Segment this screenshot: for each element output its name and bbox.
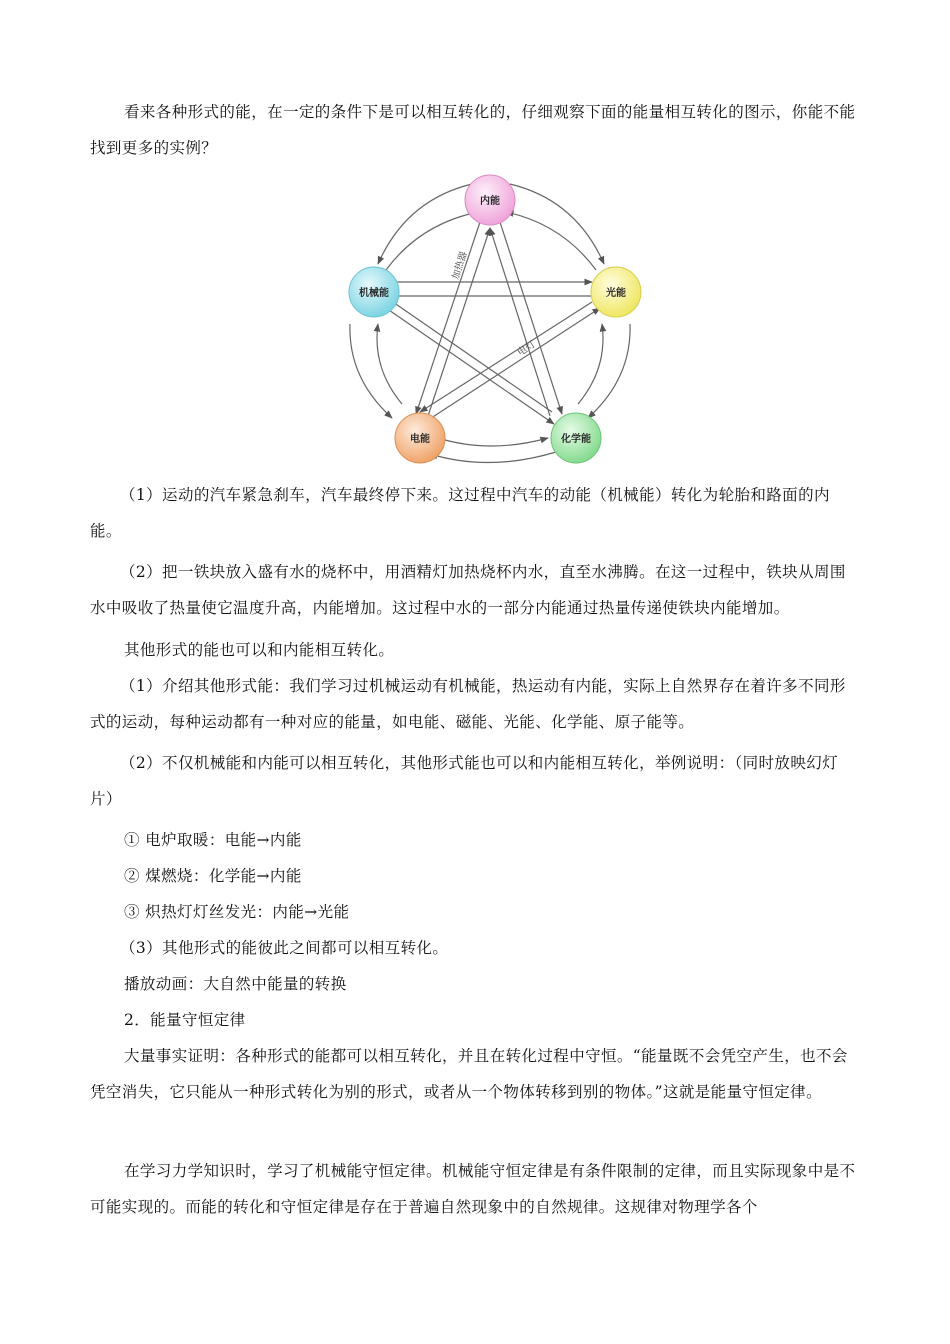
arrow-electric-to-chemical	[438, 438, 548, 446]
arrow-light-to-chemical	[588, 324, 630, 418]
energy-diagram-svg	[330, 172, 650, 472]
paragraph-7: 播放动画：大自然中能量的转换	[124, 975, 347, 993]
list-item-2: ② 煤燃烧：化学能→内能	[124, 867, 302, 885]
paragraph-3: 其他形式的能也可以和内能相互转化。	[124, 641, 395, 659]
arrow-chemical-to-light	[578, 324, 603, 404]
arrow-chemical-to-internal	[490, 228, 550, 416]
edge-label-lamp: 电灯	[515, 338, 538, 359]
edge-label-heater: 加热器	[450, 250, 470, 281]
arrow-mechanical-to-electric	[350, 324, 392, 418]
node-mechanical-energy	[349, 267, 399, 317]
energy-conversion-diagram	[330, 172, 650, 472]
arrow-internal-to-chemical	[500, 222, 562, 414]
arrow-chemical-to-mechanical	[390, 300, 552, 412]
paragraph-5: （2）不仅机械能和内能可以相互转化，其他形式能也可以和内能相互转化，举例说明：（同时放映幻灯片）	[90, 754, 839, 808]
paragraph-1: （1）运动的汽车紧急刹车，汽车最终停下来。这过程中汽车的动能（机械能）转化为轮胎和路面的内能。	[90, 486, 830, 540]
arrow-internal-to-electric	[416, 222, 480, 414]
arrow-light-to-electric	[420, 302, 592, 412]
paragraph-9: 大量事实证明：各种形式的能都可以相互转化，并且在转化过程中守恒。“能量既不会凭空产生，也不会凭空消失，它只能从一种形式转化为别的形式，或者从一个物体转移到别的物体。”这就是能量守恒定律。	[90, 1047, 848, 1101]
node-light-label: 光能	[606, 288, 626, 299]
arrow-internal-to-light	[510, 184, 604, 264]
node-electric-label: 电能	[410, 434, 430, 445]
node-chemical-label: 化学能	[561, 434, 591, 445]
section-heading: 2．能量守恒定律	[124, 1011, 246, 1029]
arrow-chemical-to-electric	[430, 452, 556, 463]
inner-arrows	[386, 222, 600, 424]
list-item-1: ① 电炉取暖：电能→内能	[124, 831, 302, 849]
paragraph-10: 在学习力学知识时，学习了机械能守恒定律。机械能守恒定律是有条件限制的定律，而且实际现象中是不可能实现的。而能的转化和守恒定律是存在于普遍自然现象中的自然规律。这规律对物理学各个	[90, 1162, 856, 1216]
paragraph-6: （3）其他形式的能彼此之间都可以相互转化。	[120, 939, 449, 957]
arrow-electric-to-light	[422, 308, 600, 424]
node-mechanical-label: 机械能	[359, 288, 389, 299]
paragraph-2: （2）把一铁块放入盛有水的烧杯中，用酒精灯加热烧杯内水，直至水沸腾。在这一过程中，铁块从周围水中吸收了热量使它温度升高，内能增加。这过程中水的一部分内能通过热量传递使铁块内能增加。	[90, 563, 846, 617]
node-internal-label: 内能	[480, 196, 500, 207]
arrow-electric-to-mechanical	[377, 324, 402, 404]
arrow-light-to-internal	[506, 212, 596, 270]
node-internal-energy	[465, 175, 515, 225]
arrow-mechanical-to-chemical	[386, 308, 554, 424]
paragraph-4: （1）介绍其他形式能：我们学习过机械运动有机械能，热运动有内能，实际上自然界存在着许多不同形式的运动，每种运动都有一种对应的能量，如电能、磁能、光能、化学能、原子能等。	[90, 677, 846, 731]
node-chemical-energy	[551, 413, 601, 463]
node-light-energy	[591, 267, 641, 317]
intro-paragraph: 看来各种形式的能，在一定的条件下是可以相互转化的，仔细观察下面的能量相互转化的图示，你能不能找到更多的实例？	[90, 103, 856, 157]
node-electric-energy	[395, 413, 445, 463]
list-item-3: ③ 炽热灯灯丝发光：内能→光能	[124, 903, 350, 921]
